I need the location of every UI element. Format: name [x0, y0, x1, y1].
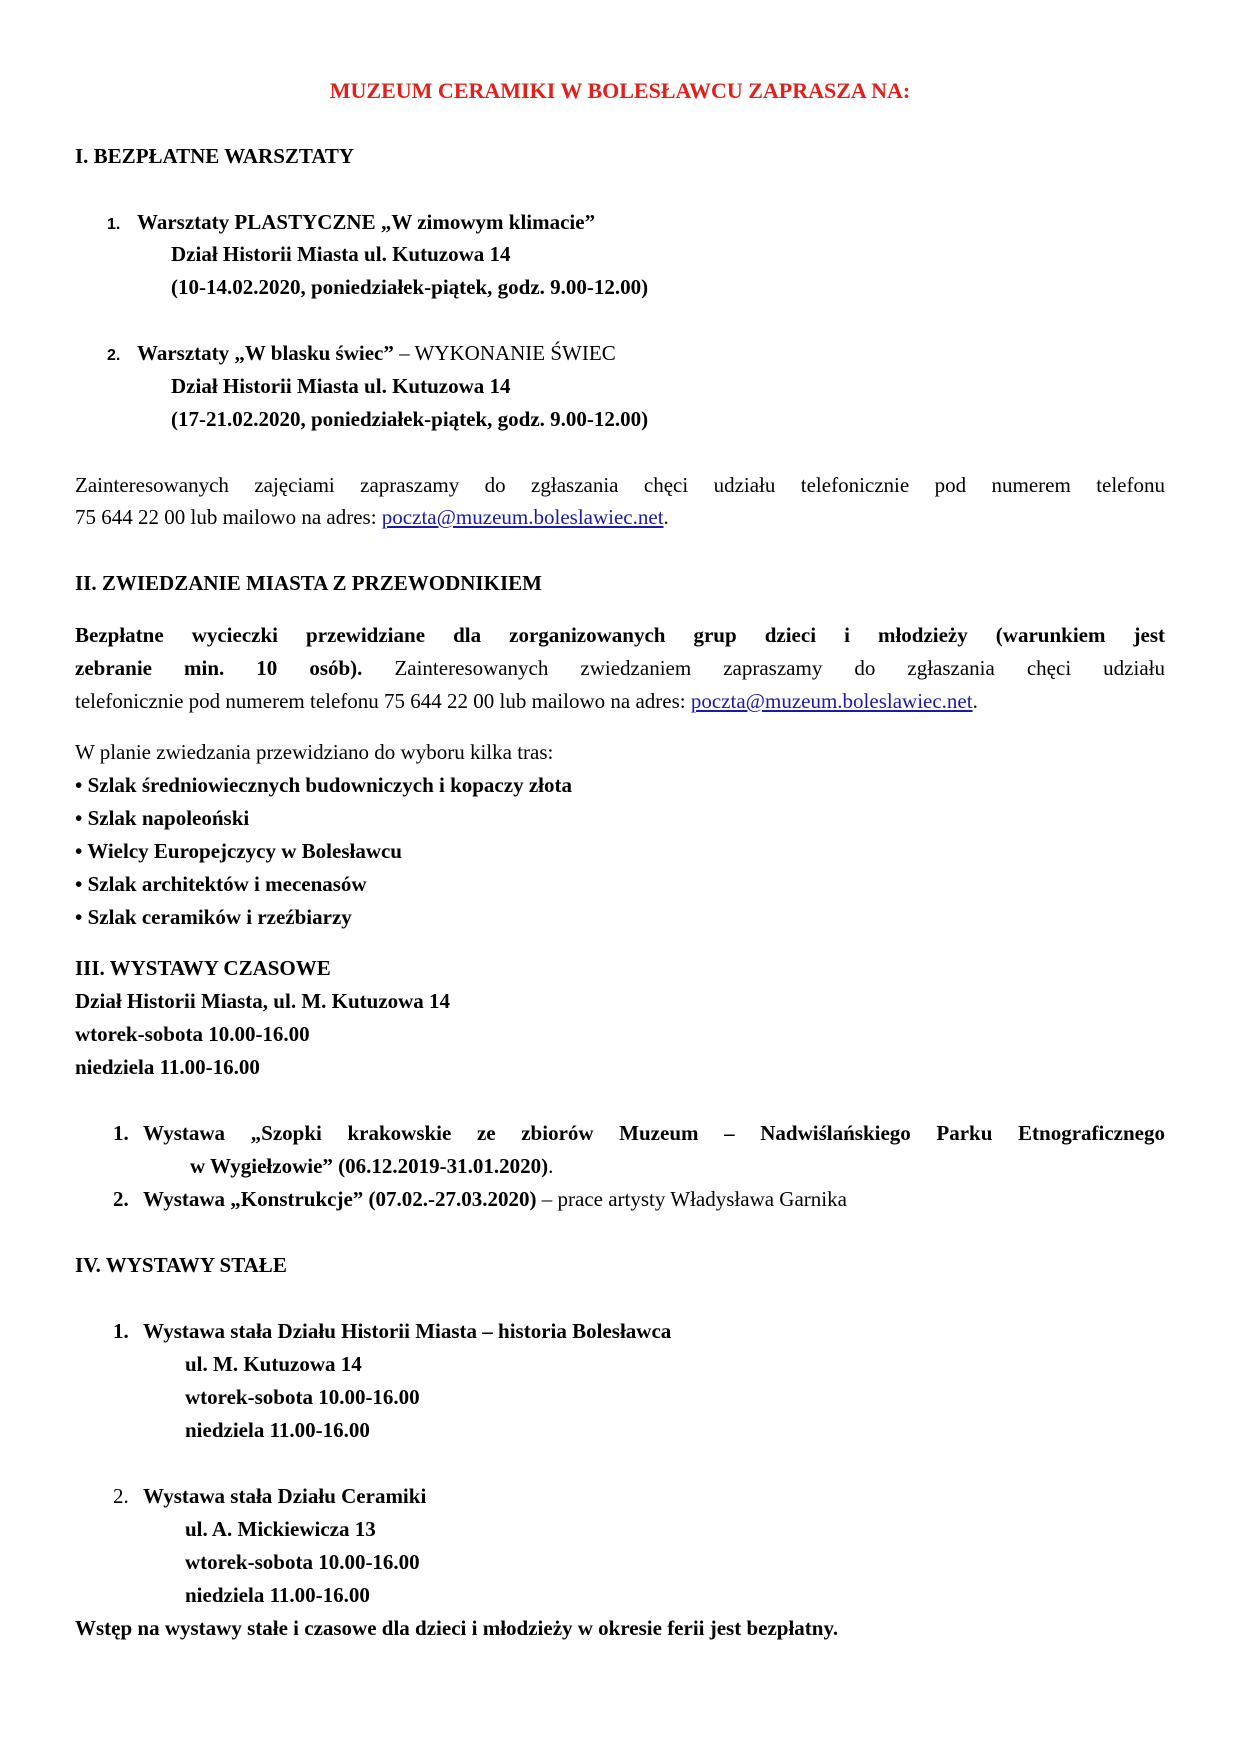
- tours-line-3: [75, 691, 978, 712]
- exhibition-1-text: Wystawa „Szopki krakowskie ze zbiorów Muzeum – Nadwiślańskiego Parku Etnograficznego: [143, 1121, 1165, 1145]
- list-number: 2.: [113, 1484, 129, 1508]
- permanent-1-address: ul. M. Kutuzowa 14: [185, 1352, 362, 1376]
- tours-phone-text: telefonicznie pod numerem telefonu 75 644 22 00 lub mailowo na adres:: [75, 689, 691, 713]
- permanent-1-title: [113, 1321, 671, 1342]
- workshop-2-title: [107, 343, 616, 364]
- workshop-2-title-text: Warsztaty „W blasku świec”: [137, 341, 394, 365]
- permanent-1-title-text: Wystawa stała Działu Historii Miasta – historia Bolesławca: [143, 1319, 672, 1343]
- permanent-2-address: ul. A. Mickiewicza 13: [185, 1517, 376, 1541]
- permanent-2-title-text: Wystawa stała Działu Ceramiki: [143, 1484, 427, 1508]
- document-title: MUZEUM CERAMIKI W BOLESŁAWCU ZAPRASZA NA:: [329, 78, 911, 103]
- route-item: • Szlak średniowiecznych budowniczych i kopaczy złota: [75, 773, 572, 797]
- punctuation: .: [663, 505, 669, 529]
- section-1-heading: I. BEZPŁATNE WARSZTATY: [75, 144, 355, 168]
- route-item: • Szlak napoleoński: [75, 806, 250, 830]
- workshop-2-dates: (17-21.02.2020, poniedziałek-piątek, godz. 9.00-12.00): [171, 407, 649, 431]
- permanent-1-hours-weekday: wtorek-sobota 10.00-16.00: [185, 1385, 420, 1409]
- permanent-1-hours-sunday: niedziela 11.00-16.00: [185, 1418, 370, 1442]
- exhibition-1-text-cont: w Wygiełzowie” (06.12.2019-31.01.2020): [190, 1154, 549, 1178]
- temporary-address: Dział Historii Miasta, ul. M. Kutuzowa 14: [75, 989, 451, 1013]
- workshop-2-place: Dział Historii Miasta ul. Kutuzowa 14: [171, 374, 511, 398]
- permanent-2-hours-sunday: niedziela 11.00-16.00: [185, 1583, 370, 1607]
- exhibition-2: [113, 1189, 847, 1210]
- route-item: • Szlak ceramików i rzeźbiarzy: [75, 905, 352, 929]
- workshop-1-dates: (10-14.02.2020, poniedziałek-piątek, godz. 9.00-12.00): [171, 275, 649, 299]
- exhibition-2-text: Wystawa „Konstrukcje” (07.02.-27.03.2020): [143, 1187, 537, 1211]
- workshop-2-title-suffix: – WYKONANIE ŚWIEC: [393, 341, 616, 365]
- email-link[interactable]: poczta@muzeum.boleslawiec.net: [690, 689, 973, 713]
- routes-intro: W planie zwiedzania przewidziano do wyboru kilka tras:: [75, 740, 554, 764]
- exhibition-2-author: – prace artysty Władysława Garnika: [536, 1187, 847, 1211]
- list-number: 2.: [113, 1187, 129, 1211]
- permanent-2-hours-weekday: wtorek-sobota 10.00-16.00: [185, 1550, 420, 1574]
- section-3-heading: III. WYSTAWY CZASOWE: [75, 956, 331, 980]
- temporary-hours-sunday: niedziela 11.00-16.00: [75, 1055, 260, 1079]
- list-number: 1.: [113, 1121, 129, 1145]
- workshop-1-title-text: Warsztaty PLASTYCZNE „W zimowym klimacie”: [137, 210, 596, 234]
- list-number: 1.: [113, 1319, 129, 1343]
- route-item: • Wielcy Europejczycy w Bolesławcu: [75, 839, 402, 863]
- route-item: • Szlak architektów i mecenasów: [75, 872, 367, 896]
- email-link[interactable]: poczta@muzeum.boleslawiec.net: [381, 505, 664, 529]
- section-4-heading: IV. WYSTAWY STAŁE: [75, 1253, 287, 1277]
- tours-bold-line-2: zebranie min. 10 osób).: [75, 656, 363, 680]
- section-2-heading: II. ZWIEDZANIE MIASTA Z PRZEWODNIKIEM: [75, 571, 542, 595]
- contact-line-1: Zainteresowanych zajęciami zapraszamy do zgłaszania chęci udziału telefonicznie pod numerem telefonu: [75, 473, 1165, 497]
- contact-phone-text: 75 644 22 00 lub mailowo na adres:: [75, 505, 382, 529]
- workshop-1-title: [107, 212, 595, 233]
- permanent-2-title: [113, 1486, 426, 1507]
- list-number: 2.: [107, 347, 121, 364]
- punctuation: .: [548, 1154, 554, 1178]
- exhibition-1-line-2: [190, 1156, 553, 1177]
- footer-note: Wstęp na wystawy stałe i czasowe dla dzieci i młodzieży w okresie ferii jest bezpłatny.: [75, 1616, 839, 1640]
- workshop-1-place: Dział Historii Miasta ul. Kutuzowa 14: [171, 242, 511, 266]
- list-number: 1.: [107, 216, 121, 233]
- temporary-hours-weekday: wtorek-sobota 10.00-16.00: [75, 1022, 310, 1046]
- exhibition-1-line-1: [113, 1123, 1165, 1144]
- contact-line-2: [75, 507, 669, 528]
- tours-line-2: [75, 658, 1165, 679]
- tours-line-2-rest: Zainteresowanych zwiedzaniem zapraszamy do zgłaszania chęci udziału: [362, 656, 1165, 680]
- tours-bold-line-1: Bezpłatne wycieczki przewidziane dla zorganizowanych grup dzieci i młodzieży (warunkiem jest: [75, 623, 1165, 647]
- punctuation: .: [972, 689, 978, 713]
